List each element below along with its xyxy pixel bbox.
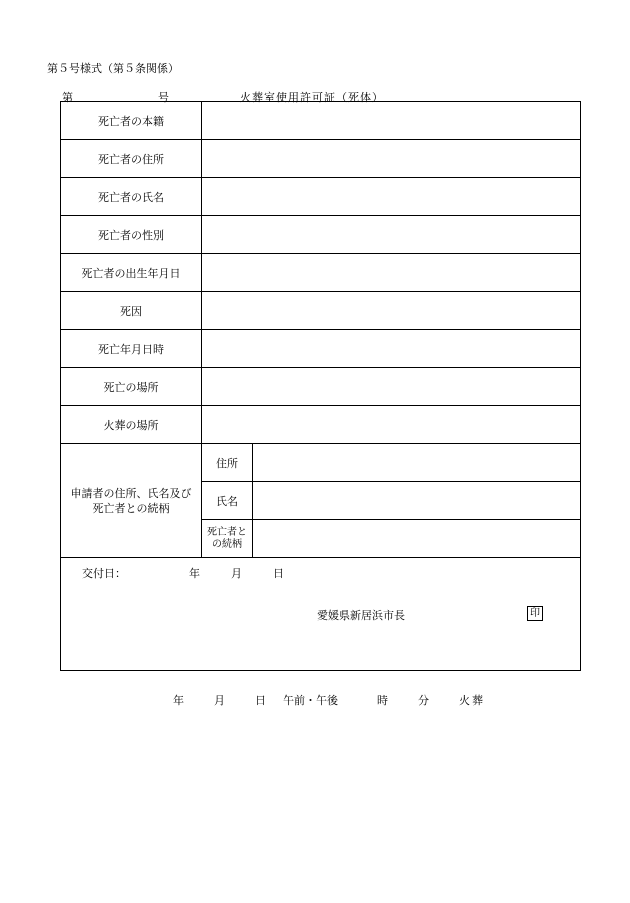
issue-section xyxy=(61,558,581,671)
place-of-death-field[interactable] xyxy=(202,368,581,406)
sex-label: 死亡者の性別 xyxy=(61,216,202,254)
issue-month-unit: 月 xyxy=(231,567,242,580)
table-row xyxy=(61,558,581,671)
form-number-label: 第５号様式（第５条関係） xyxy=(47,62,179,75)
cause-of-death-label: 死因 xyxy=(61,292,202,330)
domicile-label: 死亡者の本籍 xyxy=(61,102,202,140)
document-title: 火葬室使用許可証（死体） xyxy=(240,91,384,104)
permit-number-suffix: 号 xyxy=(158,91,169,104)
table-row xyxy=(61,178,581,216)
cremation-year-unit: 年 xyxy=(173,694,184,707)
domicile-field[interactable] xyxy=(202,102,581,140)
place-of-death-label: 死亡の場所 xyxy=(61,368,202,406)
death-datetime-field[interactable] xyxy=(202,330,581,368)
issue-date-label: 交付日： xyxy=(82,567,126,580)
applicant-label xyxy=(61,444,202,558)
address-label: 死亡者の住所 xyxy=(61,140,202,178)
cremation-day-unit: 日 xyxy=(255,694,266,707)
applicant-address-label: 住所 xyxy=(202,444,253,482)
table-row xyxy=(61,140,581,178)
applicant-relation-field[interactable] xyxy=(253,520,581,558)
applicant-name-label: 氏名 xyxy=(202,482,253,520)
permit-form-table xyxy=(60,101,581,671)
cause-of-death-field[interactable] xyxy=(202,292,581,330)
permit-number-prefix: 第 xyxy=(62,91,73,104)
cremation-ampm: 午前・午後 xyxy=(283,694,338,707)
applicant-label-line2: 死亡者との続柄 xyxy=(92,501,170,515)
death-datetime-label: 死亡年月日時 xyxy=(61,330,202,368)
address-field[interactable] xyxy=(202,140,581,178)
applicant-address-field[interactable] xyxy=(253,444,581,482)
table-row xyxy=(61,368,581,406)
relation-label-line1: 死亡者と xyxy=(207,526,247,538)
name-label: 死亡者の氏名 xyxy=(61,178,202,216)
cremation-place-label: 火葬の場所 xyxy=(61,406,202,444)
name-field[interactable] xyxy=(202,178,581,216)
applicant-name-field[interactable] xyxy=(253,482,581,520)
table-row xyxy=(61,444,581,482)
birthdate-field[interactable] xyxy=(202,254,581,292)
birthdate-label: 死亡者の出生年月日 xyxy=(61,254,202,292)
official-seal-mark: 印 xyxy=(527,606,543,621)
cremation-datetime-line xyxy=(0,692,630,708)
cremation-label: 火葬 xyxy=(459,694,485,707)
applicant-relation-label xyxy=(202,520,253,558)
table-row xyxy=(61,216,581,254)
table-row xyxy=(61,330,581,368)
table-row xyxy=(61,292,581,330)
issue-year-unit: 年 xyxy=(189,567,200,580)
cremation-minute-unit: 分 xyxy=(418,694,429,707)
cremation-month-unit: 月 xyxy=(214,694,225,707)
table-row xyxy=(61,254,581,292)
issuer-name: 愛媛県新居浜市長 xyxy=(317,609,405,622)
table-row xyxy=(61,406,581,444)
issue-day-unit: 日 xyxy=(273,567,284,580)
cremation-place-field[interactable] xyxy=(202,406,581,444)
sex-field[interactable] xyxy=(202,216,581,254)
applicant-label-line1: 申請者の住所、氏名及び xyxy=(70,486,192,500)
relation-label-line2: の続柄 xyxy=(212,538,242,550)
table-row xyxy=(61,102,581,140)
cremation-hour-unit: 時 xyxy=(377,694,388,707)
